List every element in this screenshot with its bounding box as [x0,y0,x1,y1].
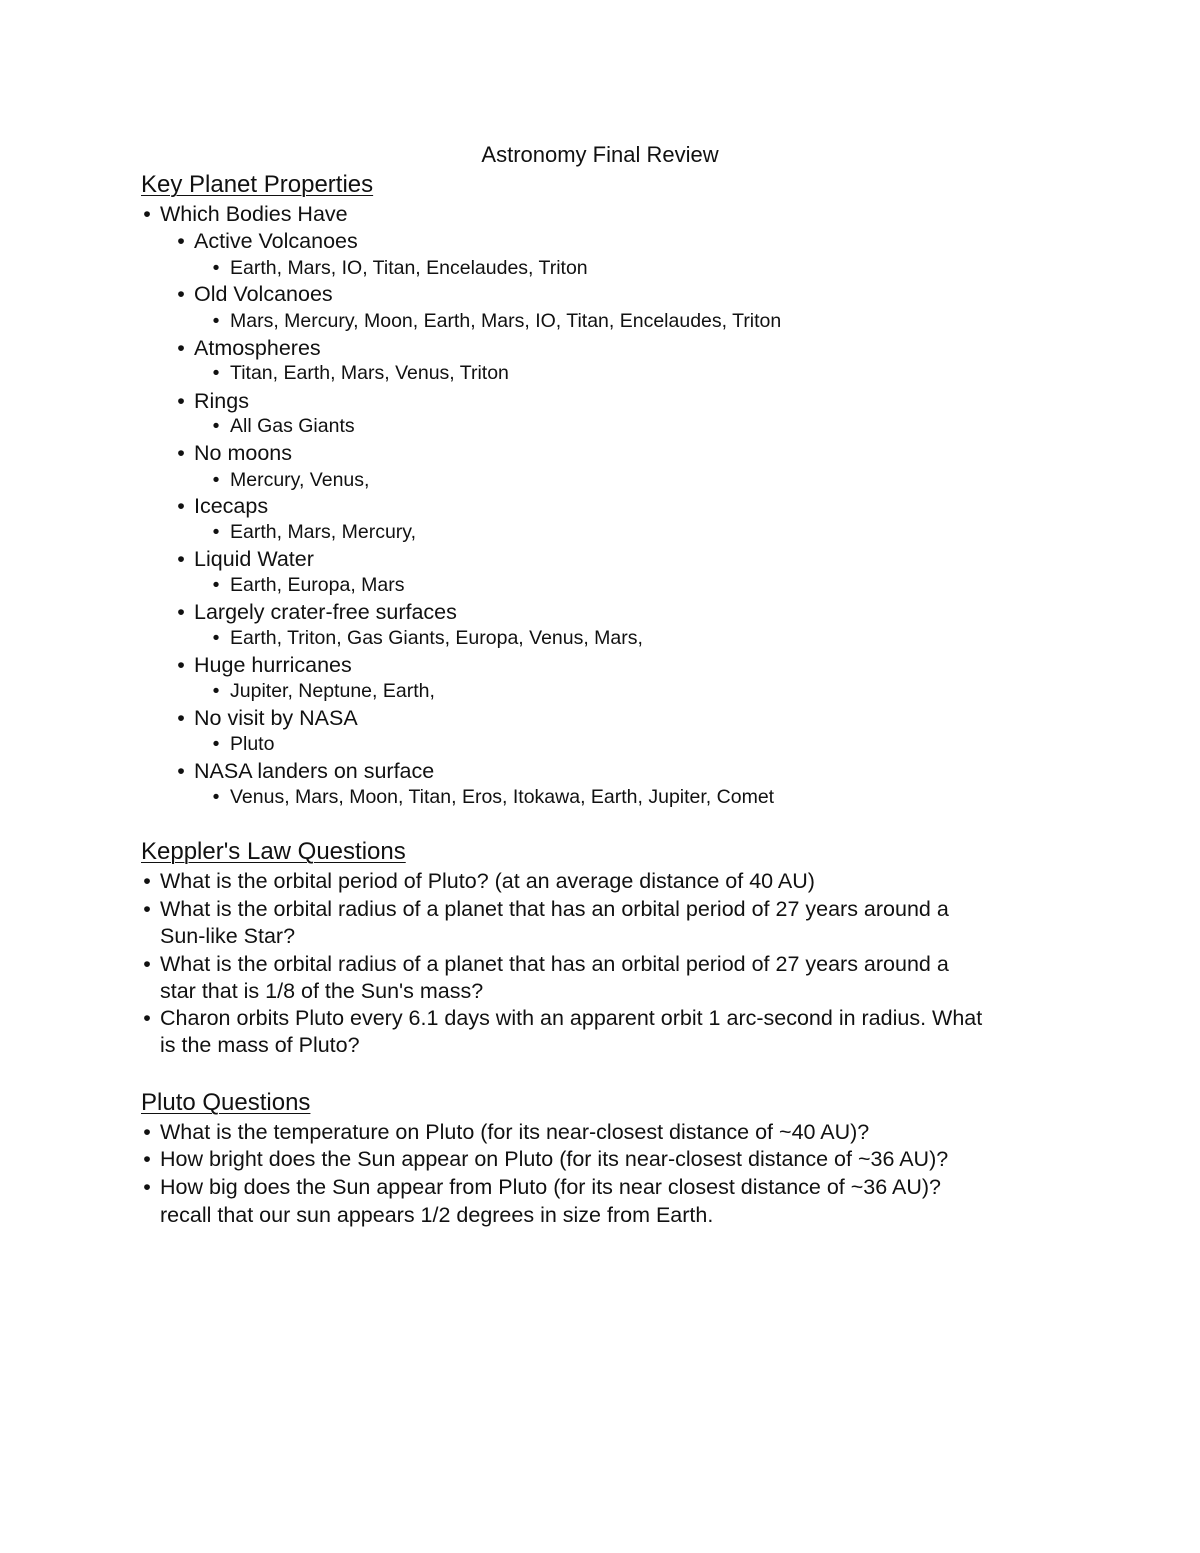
property-label: No visit by NASA [194,706,358,730]
bullet: • [177,229,185,253]
bullet: • [212,680,220,702]
bullet: • [212,257,220,279]
bullet: • [177,494,185,518]
bullet: • [212,469,220,491]
property-label: Old Volcanoes [194,282,333,306]
bullet: • [177,706,185,730]
bullet: • [212,574,220,596]
bullet: • [143,1006,151,1030]
bullet: • [177,653,185,677]
bullet: • [143,1147,151,1171]
bullet: • [177,389,185,413]
question-line: What is the temperature on Pluto (for its near-closest distance of ~40 AU)? [160,1120,870,1144]
property-label: No moons [194,441,292,465]
bullet: • [177,547,185,571]
bullet: • [143,202,151,226]
property-detail: Venus, Mars, Moon, Titan, Eros, Itokawa, Earth, Jupiter, Comet [230,786,775,808]
property-detail: Earth, Triton, Gas Giants, Europa, Venus, Mars, [230,627,643,649]
property-detail: Pluto [230,733,275,755]
property-label: Rings [194,389,249,413]
property-detail: Jupiter, Neptune, Earth, [230,680,435,702]
bullet: • [143,1120,151,1144]
property-detail: Earth, Mars, IO, Titan, Encelaudes, Triton [230,257,588,279]
question-line: What is the orbital period of Pluto? (at an average distance of 40 AU) [160,869,815,893]
property-label: Icecaps [194,494,269,518]
property-detail: Mercury, Venus, [230,469,370,491]
property-label: Liquid Water [194,547,314,571]
question-line: Charon orbits Pluto every 6.1 days with an apparent orbit 1 arc-second in radius. What [160,1006,983,1030]
question-line-continued: Sun-like Star? [160,924,296,948]
question-line-continued: recall that our sun appears 1/2 degrees in size from Earth. [160,1203,714,1227]
bullet: • [177,600,185,624]
list-item-which-bodies: Which Bodies Have [160,202,348,226]
property-label: Atmospheres [194,336,321,360]
property-detail: All Gas Giants [230,415,355,437]
bullet: • [212,415,220,437]
bullet: • [212,786,220,808]
section-heading-pluto: Pluto Questions [141,1089,311,1116]
bullet: • [177,282,185,306]
bullet: • [212,362,220,384]
property-label: Largely crater-free surfaces [194,600,457,624]
property-detail: Mars, Mercury, Moon, Earth, Mars, IO, Titan, Encelaudes, Triton [230,310,782,332]
bullet: • [143,952,151,976]
property-label: Active Volcanoes [194,229,358,253]
property-detail: Titan, Earth, Mars, Venus, Triton [230,362,509,384]
question-line: How big does the Sun appear from Pluto (for its near closest distance of ~36 AU)? [160,1175,941,1199]
question-line: How bright does the Sun appear on Pluto (for its near-closest distance of ~36 AU)? [160,1147,949,1171]
property-label: NASA landers on surface [194,759,435,783]
bullet: • [143,869,151,893]
section-heading-keppler: Keppler's Law Questions [141,838,406,865]
bullet: • [212,733,220,755]
bullet: • [212,627,220,649]
property-detail: Earth, Europa, Mars [230,574,405,596]
bullet: • [177,441,185,465]
property-detail: Earth, Mars, Mercury, [230,521,417,543]
bullet: • [212,310,220,332]
question-line-continued: is the mass of Pluto? [160,1033,360,1057]
bullet: • [177,336,185,360]
question-line-continued: star that is 1/8 of the Sun's mass? [160,979,484,1003]
bullet: • [143,897,151,921]
bullet: • [177,759,185,783]
property-label: Huge hurricanes [194,653,352,677]
bullet: • [143,1175,151,1199]
question-line: What is the orbital radius of a planet that has an orbital period of 27 years around a [160,952,949,976]
section-heading-planet-properties: Key Planet Properties [141,171,374,198]
document-title: Astronomy Final Review [481,142,719,167]
bullet: • [212,521,220,543]
question-line: What is the orbital radius of a planet that has an orbital period of 27 years around a [160,897,949,921]
